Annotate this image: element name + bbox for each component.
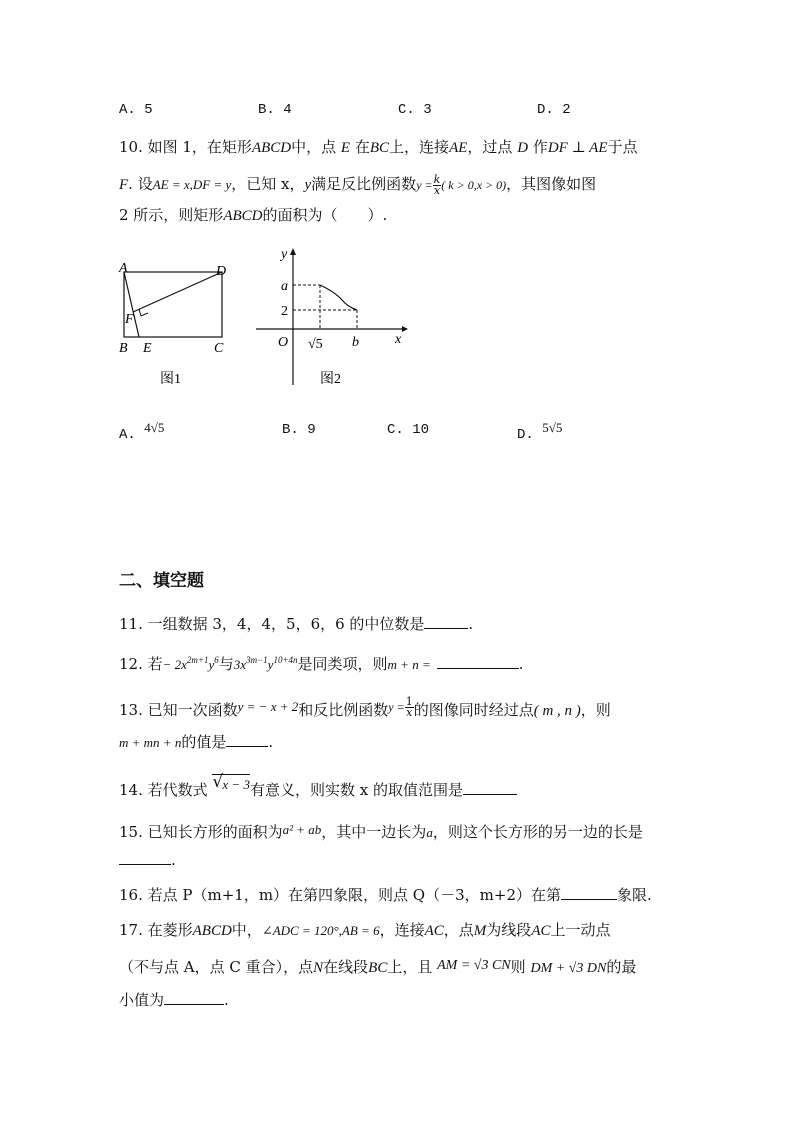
right-angle-mark (139, 309, 148, 316)
q10-math: BC (369, 140, 390, 156)
option-value: 5√5 (542, 420, 563, 435)
q17-line-3 (119, 990, 229, 1010)
fraction-denominator: x (406, 705, 413, 719)
option-label: A. (119, 427, 136, 443)
q10-math: ABCD (251, 140, 292, 156)
q15-text: ，则这个长方形的另一边的长是 (432, 823, 643, 841)
q15-line-2 (119, 850, 176, 870)
rectangle-abcd (124, 272, 222, 337)
radical-sign-icon: √ (212, 772, 224, 792)
q10-line-1 (119, 137, 638, 158)
label-e: E (143, 341, 152, 356)
q17-text: 则 (510, 958, 526, 976)
q10-line-2 (119, 174, 596, 196)
q14-text: 14. 若代数式 (119, 781, 208, 799)
hyperbola-curve (320, 285, 357, 310)
y-axis-arrow (290, 248, 296, 255)
fraction-numerator: 1 (405, 694, 413, 708)
q13-end: . (268, 733, 274, 751)
q10-text: ，过点 (467, 138, 513, 156)
q17-math: AC (424, 923, 444, 939)
q17-math: BC (368, 960, 388, 976)
q12-math: y (267, 657, 274, 672)
q17-text: 的最 (606, 958, 637, 976)
q14-math: x − 3 (222, 777, 250, 792)
q15-math: a² + ab (282, 822, 322, 837)
tick-label-sqrt5: √5 (308, 337, 323, 352)
answer-blank[interactable] (164, 990, 224, 1005)
q10-text: . 设 (128, 175, 153, 193)
q17-math: M (473, 923, 487, 939)
q10-text: ，其图像如图 (506, 175, 597, 193)
q11 (119, 614, 473, 634)
q15-end: . (171, 851, 176, 869)
label-f: F (125, 312, 134, 327)
label-c: C (214, 341, 224, 356)
q17-text: 17. 在菱形 (119, 921, 193, 939)
q17-text: 上一动点 (550, 921, 611, 939)
q12-text: 是同类项，则 (297, 655, 388, 673)
q15-text: ，其中一边长为 (321, 823, 427, 841)
q17-text: 小值为 (119, 991, 165, 1009)
q10-option-c: C. 10 (387, 422, 430, 438)
tick-label-b: b (352, 335, 359, 350)
q10-text: ，已知 x， (231, 175, 305, 193)
q9-option-d: D. 2 (537, 102, 571, 118)
q17-math: AC (531, 923, 551, 939)
q12-text: 12. 若 (119, 655, 163, 673)
label-a: A (119, 261, 128, 276)
x-axis-arrow (402, 326, 408, 332)
q10-text: 上，连接 (389, 138, 450, 156)
q10-fraction (433, 172, 442, 197)
q10-text: 中，点 (291, 138, 337, 156)
tick-label-a: a (281, 279, 288, 294)
answer-blank[interactable] (119, 850, 171, 865)
q12-math: − 2x (162, 657, 187, 672)
origin-label: O (278, 335, 289, 350)
q14 (119, 772, 517, 802)
q11-end: . (468, 615, 474, 633)
q17-text: （不与点 A，点 C 重合），点 (119, 958, 314, 976)
q16 (119, 885, 652, 905)
segment-df (133, 272, 222, 312)
q15-line-1 (119, 822, 643, 843)
q10-math: DF ⊥ AE (547, 140, 608, 156)
answer-blank[interactable] (226, 732, 268, 747)
q17-text: 为线段 (486, 921, 532, 939)
q10-math: F (119, 177, 129, 193)
q10-option-d (517, 420, 563, 445)
axis-label-y: y (281, 247, 288, 262)
q10-text: 在 (354, 138, 370, 156)
q12-exponent: 6 (214, 655, 219, 665)
q10-text: 于点 (607, 138, 638, 156)
q15-text: 15. 已知长方形的面积为 (119, 823, 283, 841)
q17-text: 上，且 (387, 958, 433, 976)
answer-blank[interactable] (561, 885, 617, 900)
q10-option-b: B. 9 (282, 422, 316, 438)
figure-1-caption: 图1 (160, 372, 181, 387)
q14-text: 有意义，则实数 x 的取值范围是 (249, 781, 463, 799)
q16-end: 象限. (617, 886, 652, 904)
q12-exponent: 3m−1 (246, 655, 268, 665)
q10-math: D (517, 140, 529, 156)
q10-text: 2 所示，则矩形 (119, 206, 224, 224)
q9-option-c: C. 3 (398, 102, 432, 118)
q17-math: ABCD (192, 923, 232, 939)
q12-math: m + n = (387, 657, 431, 672)
option-label: D. (517, 427, 534, 443)
q17-line-2 (119, 957, 636, 979)
q10-option-a (119, 420, 165, 445)
q12-exponent: 2m+1 (186, 655, 209, 665)
q13-text: 13. 已知一次函数 (119, 701, 238, 719)
tick-label-2: 2 (281, 304, 288, 319)
label-d: D (216, 264, 227, 279)
fraction-denominator: x (433, 183, 441, 197)
q17-line-1 (119, 920, 611, 941)
q13-math: y = (388, 700, 405, 714)
answer-blank[interactable] (437, 654, 519, 669)
q10-text: 作 (532, 138, 548, 156)
axis-label-x: x (395, 332, 402, 347)
q10-line-3 (119, 205, 387, 226)
q14-radical (212, 774, 250, 796)
q13-math: ( m , n ) (533, 703, 581, 719)
q10-math: AE = x,DF = y (152, 177, 232, 192)
q17-text: 在线段 (323, 958, 369, 976)
q17-end: . (224, 991, 229, 1009)
q12-math: y (208, 657, 215, 672)
q10-text: 满足反比例函数 (311, 175, 417, 193)
q10-math: E (340, 140, 351, 156)
q16-text: 16. 若点 P（m+1，m）在第四象限，则点 Q（－3，m+2）在第 (119, 886, 561, 904)
q13-line-2 (119, 732, 273, 753)
q10-math: AE (449, 140, 468, 156)
section-title: 二、填空题 (119, 571, 204, 591)
q13-text: ，则 (580, 701, 611, 719)
q17-text: ，连接 (379, 921, 425, 939)
q12-end: . (518, 655, 524, 673)
q10-math: ( k > 0,x > 0) (441, 178, 507, 192)
q15-math: a (426, 825, 433, 840)
q17-math: N (313, 960, 324, 976)
q12-text: 与 (218, 655, 234, 673)
q12-math: 3x (233, 657, 247, 672)
q17-math: DM + √3 DN (530, 961, 607, 976)
figure-1-rectangle (110, 255, 240, 390)
answer-blank[interactable] (463, 780, 517, 795)
q13-line-1 (119, 694, 611, 722)
q9-option-b: B. 4 (258, 102, 292, 118)
segment-ae (124, 272, 139, 337)
q12 (119, 650, 524, 675)
figure-2-caption: 图2 (320, 372, 341, 387)
q17-math: AM = √3 CN (437, 958, 511, 973)
q10-math: ABCD (223, 208, 263, 224)
q13-text: 和反比例函数 (298, 701, 389, 719)
q17-text: 中， (231, 921, 262, 939)
q10-math: y (304, 177, 312, 193)
q10-text: 10. 如图 1，在矩形 (119, 138, 252, 156)
q17-text: ，点 (443, 921, 474, 939)
q11-text: 11. 一组数据 3，4，4，5，6，6 的中位数是 (119, 615, 425, 633)
q13-text: 的值是 (181, 733, 227, 751)
fraction-numerator: k (433, 172, 441, 186)
label-b: B (119, 341, 128, 356)
q13-math: m + mn + n (119, 735, 182, 750)
q12-exponent: 10+4n (273, 655, 298, 665)
q10-text: 的面积为（ ）. (262, 206, 388, 224)
answer-blank[interactable] (424, 614, 468, 629)
q13-math: y = − x + 2 (237, 699, 299, 714)
q9-option-a: A. 5 (119, 102, 153, 118)
q13-fraction (405, 694, 414, 719)
figure-2-graph (250, 240, 410, 390)
q10-math: y = (416, 178, 433, 192)
q17-math: ∠ADC = 120°,AB = 6 (261, 923, 380, 938)
option-value: 4√5 (144, 420, 165, 435)
q13-text: 的图像同时经过点 (413, 701, 534, 719)
